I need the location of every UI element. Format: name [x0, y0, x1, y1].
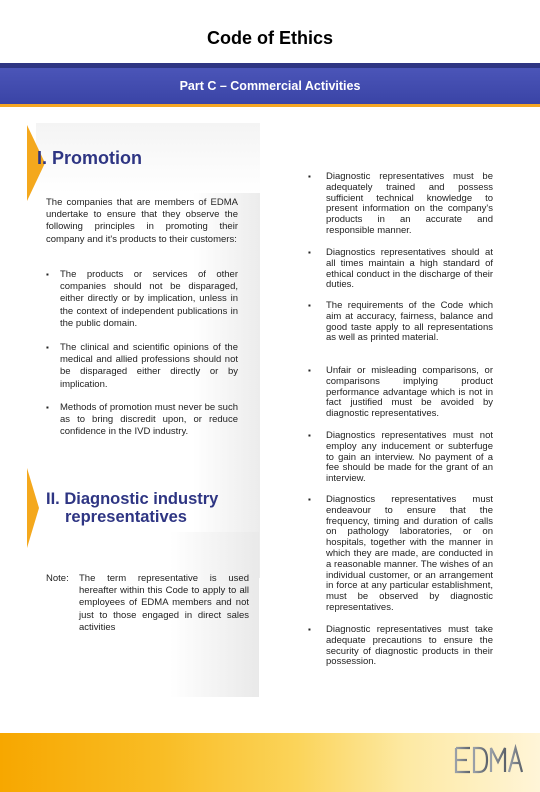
square-bullet-icon: ▪	[308, 172, 311, 181]
list-item: ▪ The products or services of other companies should not be disparaged, either directly or by implication, unless in the context of independent publications in the public domain.	[46, 269, 238, 329]
list-item: ▪ Diagnostic representatives must be adequately trained and possess sufficient technical knowledge to present information on the company's products in an accurate and responsible manner.	[308, 171, 493, 236]
document-title: Code of Ethics	[206, 28, 333, 48]
note-label: Note:	[46, 573, 69, 584]
edma-logo	[454, 744, 524, 776]
square-bullet-icon: ▪	[46, 343, 49, 352]
banner-accent-rule	[0, 104, 540, 107]
square-bullet-icon: ▪	[308, 625, 311, 634]
list-item: ▪ Diagnostics representatives should at all times maintain a high standard of ethical conduct in the discharge of their duties.	[308, 247, 493, 291]
square-bullet-icon: ▪	[308, 495, 311, 504]
diagnostic-heading-line1: II. Diagnostic industry	[46, 490, 219, 508]
square-bullet-icon: ▪	[46, 403, 49, 412]
promotion-heading: I. Promotion	[37, 148, 142, 168]
list-item: ▪ The clinical and scientific opinions of the medical and allied professions should not be disparaged either directly or by implication.	[46, 342, 238, 390]
promotion-intro: The companies that are members of EDMA undertake to ensure that they observe the following principles in promoting their company and it's products to their customers:	[46, 197, 238, 245]
list-item: ▪ Diagnostic representatives must take adequate precautions to ensure the security of diagnostic products in their possession.	[308, 624, 493, 668]
list-item: ▪ Diagnostics representatives must endeavour to ensure that the frequency, timing and duration of calls on pathology laboratories, or on hospitals, together with the manner in which they are made, are conducted in a reasonable manner. The wishes of an individual customer, or an arrangement in force at any particular establishment, must be observed by diagnostic representatives.	[308, 494, 493, 613]
list-item: ▪ Unfair or misleading comparisons, or comparisons implying product performance advantage which is not in fact justified must be avoided by diagnostic representatives.	[308, 365, 493, 420]
diagnostic-heading-line2: representatives	[65, 508, 187, 526]
square-bullet-icon: ▪	[308, 301, 311, 310]
square-bullet-icon: ▪	[308, 248, 311, 257]
section-banner: Part C – Commercial Activities	[0, 68, 540, 104]
list-item: ▪ Methods of promotion must never be such as to bring discredit upon, or reduce confidence in the IVD industry.	[46, 402, 238, 438]
square-bullet-icon: ▪	[308, 431, 311, 440]
square-bullet-icon: ▪	[308, 366, 311, 375]
diagnostic-heading	[46, 490, 218, 526]
list-item: ▪ The requirements of the Code which aim at accuracy, fairness, balance and good taste apply to all representations as well as printed material.	[308, 300, 493, 344]
note-text: The term representative is used hereafter within this Code to apply to all employees of EDMA members and not just to those engaged in direct sales activities	[79, 573, 249, 633]
square-bullet-icon: ▪	[46, 270, 49, 279]
list-item: ▪ Diagnostics representatives must not employ any inducement or subterfuge to gain an interview. No payment of a fee should be made for the grant of an interview.	[308, 430, 493, 485]
